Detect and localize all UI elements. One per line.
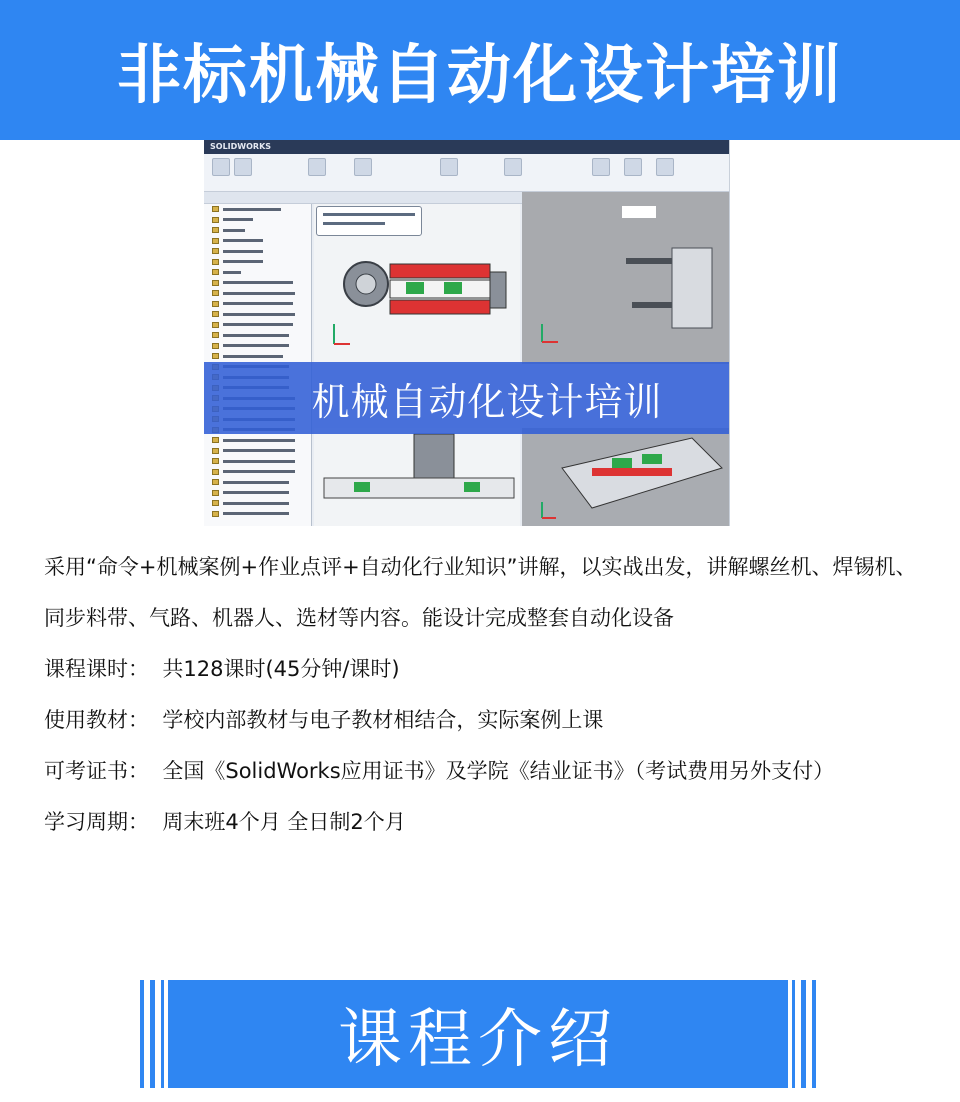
toolbar-icon bbox=[212, 158, 230, 176]
software-screenshot bbox=[204, 140, 730, 526]
header-banner bbox=[0, 0, 960, 140]
detail-materials bbox=[44, 695, 924, 746]
app-menubar bbox=[204, 140, 730, 154]
viewport-bottom-left bbox=[314, 428, 520, 526]
detail-value: 共128课时(45分钟/课时) bbox=[162, 657, 400, 681]
screenshot-overlay-banner bbox=[204, 362, 730, 434]
detail-period bbox=[44, 797, 924, 848]
toolbar-icon bbox=[234, 158, 252, 176]
detail-label: 课程课时： bbox=[44, 657, 149, 681]
tooltip-callout bbox=[316, 206, 422, 236]
page-title: 非标机械自动化设计培训 bbox=[117, 39, 843, 113]
toolbar-icon bbox=[354, 158, 372, 176]
detail-label: 使用教材： bbox=[44, 708, 149, 732]
detail-hours bbox=[44, 644, 924, 695]
detail-value: 学校内部教材与电子教材相结合，实际案例上课 bbox=[162, 708, 604, 732]
toolbar-icon bbox=[624, 158, 642, 176]
overlay-title: 机械自动化设计培训 bbox=[311, 379, 663, 424]
toolbar-icon bbox=[656, 158, 674, 176]
detail-value: 全国《SolidWorks应用证书》及学院《结业证书》（考试费用另外支付） bbox=[162, 759, 835, 783]
decorative-stripe bbox=[140, 980, 144, 1088]
decorative-stripe bbox=[792, 980, 795, 1088]
detail-value: 周末班4个月 全日制2个月 bbox=[162, 810, 406, 834]
decorative-stripe bbox=[801, 980, 806, 1088]
section-header bbox=[140, 980, 816, 1088]
viewport-bottom-right bbox=[522, 428, 730, 526]
detail-label: 学习周期： bbox=[44, 810, 149, 834]
viewport-top-right bbox=[522, 192, 730, 364]
app-ribbon bbox=[204, 154, 730, 192]
decorative-stripe bbox=[150, 980, 155, 1088]
decorative-stripe bbox=[812, 980, 816, 1088]
toolbar-icon bbox=[504, 158, 522, 176]
section-title: 课程介绍 bbox=[338, 1003, 618, 1077]
detail-label: 可考证书： bbox=[44, 759, 149, 783]
course-description bbox=[44, 542, 924, 848]
machine-iso-view bbox=[522, 428, 730, 526]
section-title-box bbox=[168, 980, 788, 1088]
toolbar-icon bbox=[440, 158, 458, 176]
machine-side-view bbox=[522, 192, 730, 364]
machine-front-view bbox=[314, 428, 520, 526]
toolbar-icon bbox=[592, 158, 610, 176]
app-logo: SOLIDWORKS bbox=[210, 142, 272, 151]
detail-certificate bbox=[44, 746, 924, 797]
toolbar-icon bbox=[308, 158, 326, 176]
course-intro: 采用“命令+机械案例+作业点评+自动化行业知识”讲解，以实战出发，讲解螺丝机、焊锡机、同步料带、气路、机器人、选材等内容。能设计完成整套自动化设备 bbox=[44, 555, 917, 630]
decorative-stripe bbox=[161, 980, 164, 1088]
